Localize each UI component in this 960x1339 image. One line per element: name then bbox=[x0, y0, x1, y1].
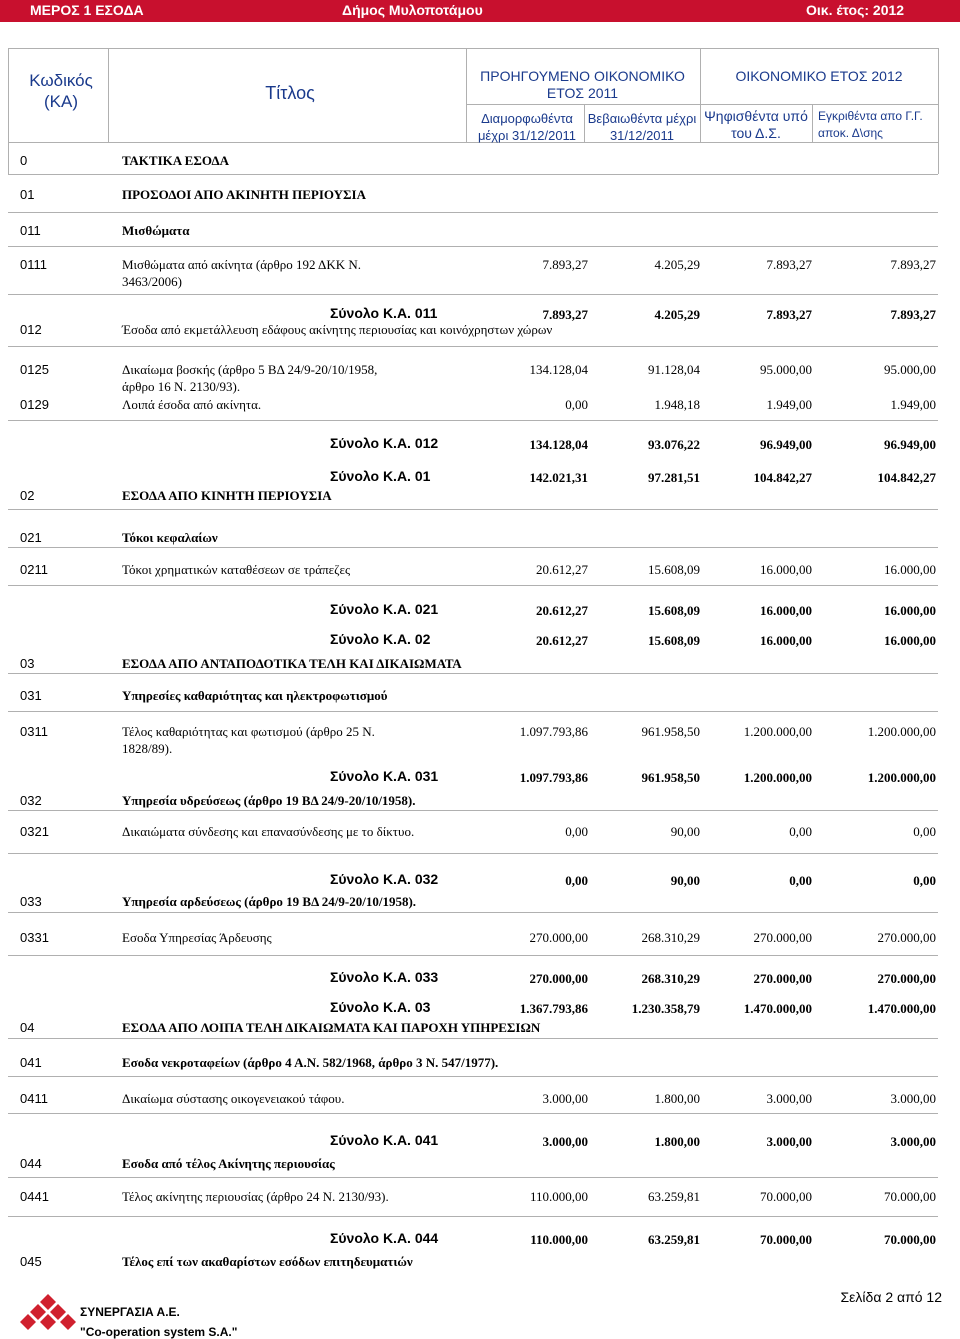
row-code: 045 bbox=[20, 1254, 42, 1269]
amount-cell: 3.000,00 bbox=[542, 1134, 588, 1149]
section-title: Εσοδα από τέλος Ακίνητης περιουσίας bbox=[122, 1156, 335, 1171]
total-label: Σύνολο Κ.Α. 033 bbox=[330, 969, 439, 985]
amount-cell: 96.949,00 bbox=[884, 437, 936, 452]
amount-cell: 15.608,09 bbox=[648, 633, 700, 648]
header-current-year: ΟΙΚΟΝΟΜΙΚΟ ΕΤΟΣ 2012 bbox=[735, 68, 903, 84]
amount-cell: 16.000,00 bbox=[760, 633, 812, 648]
amount-cell: 7.893,27 bbox=[542, 257, 588, 272]
section-title: Υπηρεσία υδρεύσεως (άρθρο 19 ΒΔ 24/9-20/10/1958). bbox=[122, 793, 416, 808]
amount-cell: 97.281,51 bbox=[648, 470, 700, 485]
row-title: Δικαίωμα σύστασης οικογενειακού τάφου. bbox=[122, 1091, 345, 1106]
amount-cell: 1.097.793,86 bbox=[519, 770, 588, 785]
company-name: ΣΥΝΕΡΓΑΣΙΑ Α.Ε. bbox=[80, 1305, 180, 1319]
amount-cell: 63.259,81 bbox=[648, 1189, 700, 1204]
amount-cell: 16.000,00 bbox=[760, 562, 812, 577]
amount-cell: 1.948,18 bbox=[654, 397, 700, 412]
fiscal-year-label: Οικ. έτος: 2012 bbox=[806, 2, 905, 18]
section-title: ΕΣΟΔΑ ΑΠΟ ΛΟΙΠΑ ΤΕΛΗ ΔΙΚΑΙΩΜΑΤΑ ΚΑΙ ΠΑΡΟΧΗ ΥΠΗΡΕΣΙΩΝ bbox=[122, 1020, 541, 1035]
row-title: Δικαίωμα βοσκής (άρθρο 5 ΒΔ 24/9-20/10/1958, άρθρο 16 Ν. 2130/93). bbox=[122, 362, 378, 394]
amount-cell: 270.000,00 bbox=[529, 930, 588, 945]
row-code: 032 bbox=[20, 793, 42, 808]
amount-cell: 90,00 bbox=[670, 824, 700, 839]
total-label: Σύνολο Κ.Α. 032 bbox=[330, 871, 439, 887]
header-col-voted: Ψηφισθέντα υπό του Δ.Σ. bbox=[704, 108, 808, 141]
row-code: 0311 bbox=[20, 724, 48, 739]
row-code: 04 bbox=[20, 1020, 35, 1035]
amount-cell: 7.893,27 bbox=[766, 257, 812, 272]
amount-cell: 1.470.000,00 bbox=[867, 1001, 936, 1016]
amount-cell: 961.958,50 bbox=[641, 770, 700, 785]
amount-cell: 1.800,00 bbox=[654, 1134, 700, 1149]
company-logo bbox=[18, 1292, 80, 1334]
amount-cell: 90,00 bbox=[670, 873, 700, 888]
header-title: Τίτλος bbox=[265, 83, 315, 103]
amount-cell: 134.128,04 bbox=[529, 362, 588, 377]
amount-cell: 0,00 bbox=[789, 824, 812, 839]
amount-cell: 0,00 bbox=[789, 873, 812, 888]
amount-cell: 7.893,27 bbox=[766, 307, 812, 322]
amount-cell: 270.000,00 bbox=[753, 971, 812, 986]
amount-cell: 1.230.358,79 bbox=[631, 1001, 700, 1016]
amount-cell: 1.200.000,00 bbox=[743, 770, 812, 785]
row-code: 0129 bbox=[20, 397, 49, 412]
amount-cell: 93.076,22 bbox=[648, 437, 700, 452]
total-label: Σύνολο Κ.Α. 021 bbox=[330, 601, 439, 617]
amount-cell: 15.608,09 bbox=[648, 603, 700, 618]
row-code: 033 bbox=[20, 894, 42, 909]
amount-cell: 268.310,29 bbox=[641, 930, 700, 945]
section-title: ΕΣΟΔΑ ΑΠΟ ΑΝΤΑΠΟΔΟΤΙΚΑ ΤΕΛΗ ΚΑΙ ΔΙΚΑΙΩΜΑΤΑ bbox=[122, 656, 462, 671]
part-label: ΜΕΡΟΣ 1 ΕΣΟΔΑ bbox=[30, 2, 144, 18]
row-code: 0331 bbox=[20, 930, 49, 945]
row-code: 02 bbox=[20, 488, 35, 503]
amount-cell: 4.205,29 bbox=[654, 307, 700, 322]
amount-cell: 1.800,00 bbox=[654, 1091, 700, 1106]
section-title: Εσοδα νεκροταφείων (άρθρο 4 Α.Ν. 582/1968, άρθρο 3 Ν. 547/1977). bbox=[122, 1055, 499, 1070]
section-title: ΠΡΟΣΟΔΟΙ ΑΠΟ ΑΚΙΝΗΤΗ ΠΕΡΙΟΥΣΙΑ bbox=[122, 187, 367, 202]
amount-cell: 70.000,00 bbox=[884, 1232, 936, 1247]
section-title: Τέλος επί των ακαθαρίστων εσόδων επιτηδευματιών bbox=[122, 1254, 413, 1269]
row-code: 021 bbox=[20, 530, 42, 545]
amount-cell: 961.958,50 bbox=[641, 724, 700, 739]
row-code: 041 bbox=[20, 1055, 42, 1070]
amount-cell: 3.000,00 bbox=[542, 1091, 588, 1106]
total-label: Σύνολο Κ.Α. 03 bbox=[330, 999, 431, 1015]
amount-cell: 7.893,27 bbox=[890, 307, 936, 322]
amount-cell: 1.367.793,86 bbox=[519, 1001, 588, 1016]
total-label: Σύνολο Κ.Α. 041 bbox=[330, 1132, 439, 1148]
top-bar bbox=[0, 0, 960, 22]
total-label: Σύνολο Κ.Α. 011 bbox=[330, 305, 438, 321]
amount-cell: 3.000,00 bbox=[766, 1134, 812, 1149]
amount-cell: 4.205,29 bbox=[654, 257, 700, 272]
row-code: 03 bbox=[20, 656, 35, 671]
row-code: 0125 bbox=[20, 362, 49, 377]
section-title: Μισθώματα bbox=[122, 223, 190, 238]
amount-cell: 16.000,00 bbox=[884, 603, 936, 618]
amount-cell: 0,00 bbox=[565, 824, 588, 839]
amount-cell: 96.949,00 bbox=[760, 437, 812, 452]
amount-cell: 104.842,27 bbox=[753, 470, 812, 485]
amount-cell: 0,00 bbox=[565, 873, 588, 888]
amount-cell: 0,00 bbox=[565, 397, 588, 412]
row-title: Δικαιώματα σύνδεσης και επανασύνδεσης με το δίκτυο. bbox=[122, 824, 415, 839]
total-label: Σύνολο Κ.Α. 01 bbox=[330, 468, 431, 484]
amount-cell: 0,00 bbox=[913, 873, 936, 888]
amount-cell: 270.000,00 bbox=[877, 930, 936, 945]
section-title: Υπηρεσίες καθαριότητας και ηλεκτροφωτισμού bbox=[122, 688, 388, 703]
page-number: Σελίδα 2 από 12 bbox=[840, 1289, 942, 1305]
amount-cell: 270.000,00 bbox=[529, 971, 588, 986]
amount-cell: 3.000,00 bbox=[890, 1134, 936, 1149]
amount-cell: 268.310,29 bbox=[641, 971, 700, 986]
total-label: Σύνολο Κ.Α. 012 bbox=[330, 435, 439, 451]
total-label: Σύνολο Κ.Α. 044 bbox=[330, 1230, 439, 1246]
header-col-certified: Βεβαιωθέντα μέχρι 31/12/2011 bbox=[587, 111, 697, 143]
amount-cell: 270.000,00 bbox=[753, 930, 812, 945]
amount-cell: 15.608,09 bbox=[648, 562, 700, 577]
amount-cell: 70.000,00 bbox=[760, 1189, 812, 1204]
section-title: ΕΣΟΔΑ ΑΠΟ ΚΙΝΗΤΗ ΠΕΡΙΟΥΣΙΑ bbox=[122, 488, 332, 503]
amount-cell: 95.000,00 bbox=[760, 362, 812, 377]
header-col-formed: Διαμορφωθέντα μέχρι 31/12/2011 bbox=[477, 111, 577, 143]
amount-cell: 70.000,00 bbox=[760, 1232, 812, 1247]
row-title: Εσοδα Υπηρεσίας Άρδευσης bbox=[122, 930, 272, 945]
amount-cell: 20.612,27 bbox=[536, 562, 588, 577]
amount-cell: 20.612,27 bbox=[536, 633, 588, 648]
section-title: Υπηρεσία αρδεύσεως (άρθρο 19 ΒΔ 24/9-20/10/1958). bbox=[122, 894, 417, 909]
row-code: 0211 bbox=[20, 562, 48, 577]
amount-cell: 1.200.000,00 bbox=[743, 724, 812, 739]
amount-cell: 7.893,27 bbox=[890, 257, 936, 272]
amount-cell: 270.000,00 bbox=[877, 971, 936, 986]
amount-cell: 110.000,00 bbox=[529, 1189, 588, 1204]
amount-cell: 16.000,00 bbox=[884, 633, 936, 648]
company-name-en: "Co-operation system S.A." bbox=[80, 1325, 238, 1339]
header-prev-year: ΠΡΟΗΓΟΥΜΕΝΟ ΟΙΚΟΝΟΜΙΚΟ ΕΤΟΣ 2011 bbox=[480, 68, 685, 101]
row-code: 0411 bbox=[20, 1091, 48, 1106]
amount-cell: 7.893,27 bbox=[542, 307, 588, 322]
amount-cell: 3.000,00 bbox=[890, 1091, 936, 1106]
section-title: ΤΑΚΤΙΚΑ ΕΣΟΔΑ bbox=[122, 153, 230, 168]
amount-cell: 95.000,00 bbox=[884, 362, 936, 377]
row-code: 0441 bbox=[20, 1189, 49, 1204]
amount-cell: 104.842,27 bbox=[877, 470, 936, 485]
amount-cell: 1.470.000,00 bbox=[743, 1001, 812, 1016]
amount-cell: 91.128,04 bbox=[648, 362, 700, 377]
row-code: 031 bbox=[20, 688, 42, 703]
row-code: 0 bbox=[20, 153, 28, 168]
row-code: 0321 bbox=[20, 824, 49, 839]
row-code: 012 bbox=[20, 322, 42, 337]
amount-cell: 1.097.793,86 bbox=[519, 724, 588, 739]
row-title: Τόκοι χρηματικών καταθέσεων σε τράπεζες bbox=[122, 562, 351, 577]
amount-cell: 63.259,81 bbox=[648, 1232, 700, 1247]
section-title: Έσοδα από εκμετάλλευση εδάφους ακίνητης περιουσίας και κοινόχρηστων χώρων bbox=[122, 322, 553, 337]
amount-cell: 1.949,00 bbox=[766, 397, 812, 412]
row-code: 0111 bbox=[20, 257, 47, 272]
row-title: Μισθώματα από ακίνητα (άρθρο 192 ΔΚΚ Ν. 3463/2006) bbox=[122, 257, 362, 289]
row-code: 011 bbox=[20, 223, 41, 238]
amount-cell: 3.000,00 bbox=[766, 1091, 812, 1106]
header-code: Κωδικός (ΚΑ) bbox=[29, 71, 93, 111]
amount-cell: 142.021,31 bbox=[529, 470, 588, 485]
amount-cell: 0,00 bbox=[913, 824, 936, 839]
row-code: 044 bbox=[20, 1156, 42, 1171]
amount-cell: 134.128,04 bbox=[529, 437, 588, 452]
amount-cell: 1.949,00 bbox=[890, 397, 936, 412]
row-code: 01 bbox=[20, 187, 35, 202]
total-label: Σύνολο Κ.Α. 031 bbox=[330, 768, 439, 784]
header-col-approved: Εγκριθέντα απο Γ.Γ. αποκ. Δ\σης bbox=[818, 109, 923, 140]
amount-cell: 70.000,00 bbox=[884, 1189, 936, 1204]
amount-cell: 20.612,27 bbox=[536, 603, 588, 618]
row-title: Τέλος ακίνητης περιουσίας (άρθρο 24 Ν. 2130/93). bbox=[122, 1189, 389, 1204]
row-title: Τέλος καθαριότητας και φωτισμού (άρθρο 25 Ν. 1828/89). bbox=[122, 724, 375, 756]
section-title: Τόκοι κεφαλαίων bbox=[122, 530, 218, 545]
row-title: Λοιπά έσοδα από ακίνητα. bbox=[122, 397, 262, 412]
amount-cell: 1.200.000,00 bbox=[867, 724, 936, 739]
total-label: Σύνολο Κ.Α. 02 bbox=[330, 631, 431, 647]
amount-cell: 110.000,00 bbox=[530, 1232, 588, 1247]
amount-cell: 16.000,00 bbox=[884, 562, 936, 577]
amount-cell: 16.000,00 bbox=[760, 603, 812, 618]
municipality-label: Δήμος Μυλοποτάμου bbox=[342, 2, 483, 18]
amount-cell: 1.200.000,00 bbox=[867, 770, 936, 785]
